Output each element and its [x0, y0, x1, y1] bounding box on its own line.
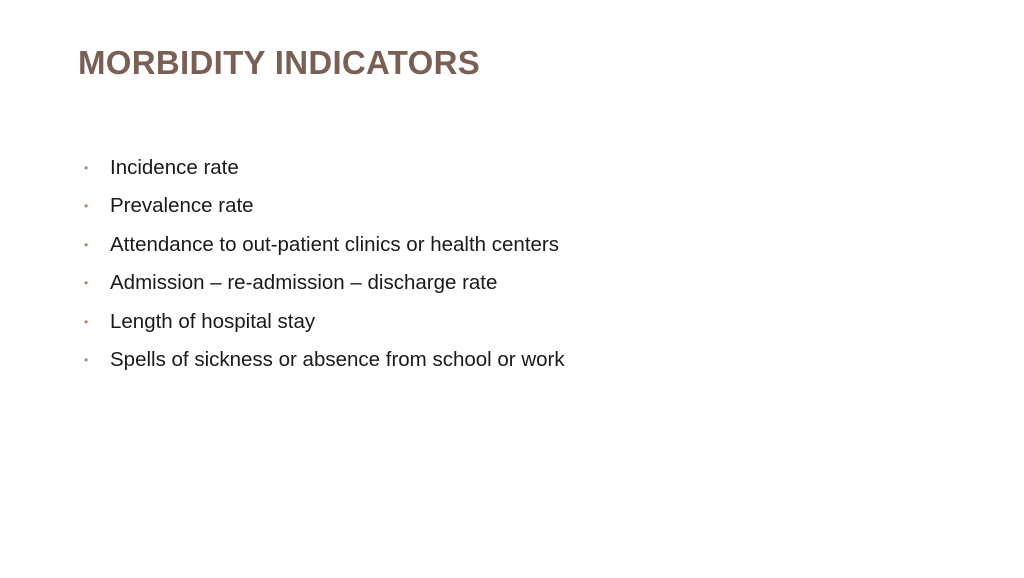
- bullet-marker: •: [84, 276, 89, 291]
- bullet-text: Incidence rate: [110, 156, 239, 179]
- bullet-text: Length of hospital stay: [110, 309, 316, 333]
- bullet-marker: •: [84, 314, 89, 329]
- bullet-marker: •: [84, 237, 89, 252]
- slide-title: MORBIDITY INDICATORS: [78, 44, 481, 81]
- bullet-text: Spells of sickness or absence from school or work: [110, 347, 565, 371]
- bullet-text: Attendance to out-patient clinics or health centers: [110, 232, 559, 256]
- bullet-text: Prevalence rate: [110, 194, 254, 218]
- bullet-marker: •: [84, 161, 89, 175]
- bullet-marker: •: [84, 352, 89, 367]
- bullet-text: Admission – re-admission – discharge rate: [110, 271, 498, 295]
- bullet-marker: •: [84, 199, 89, 214]
